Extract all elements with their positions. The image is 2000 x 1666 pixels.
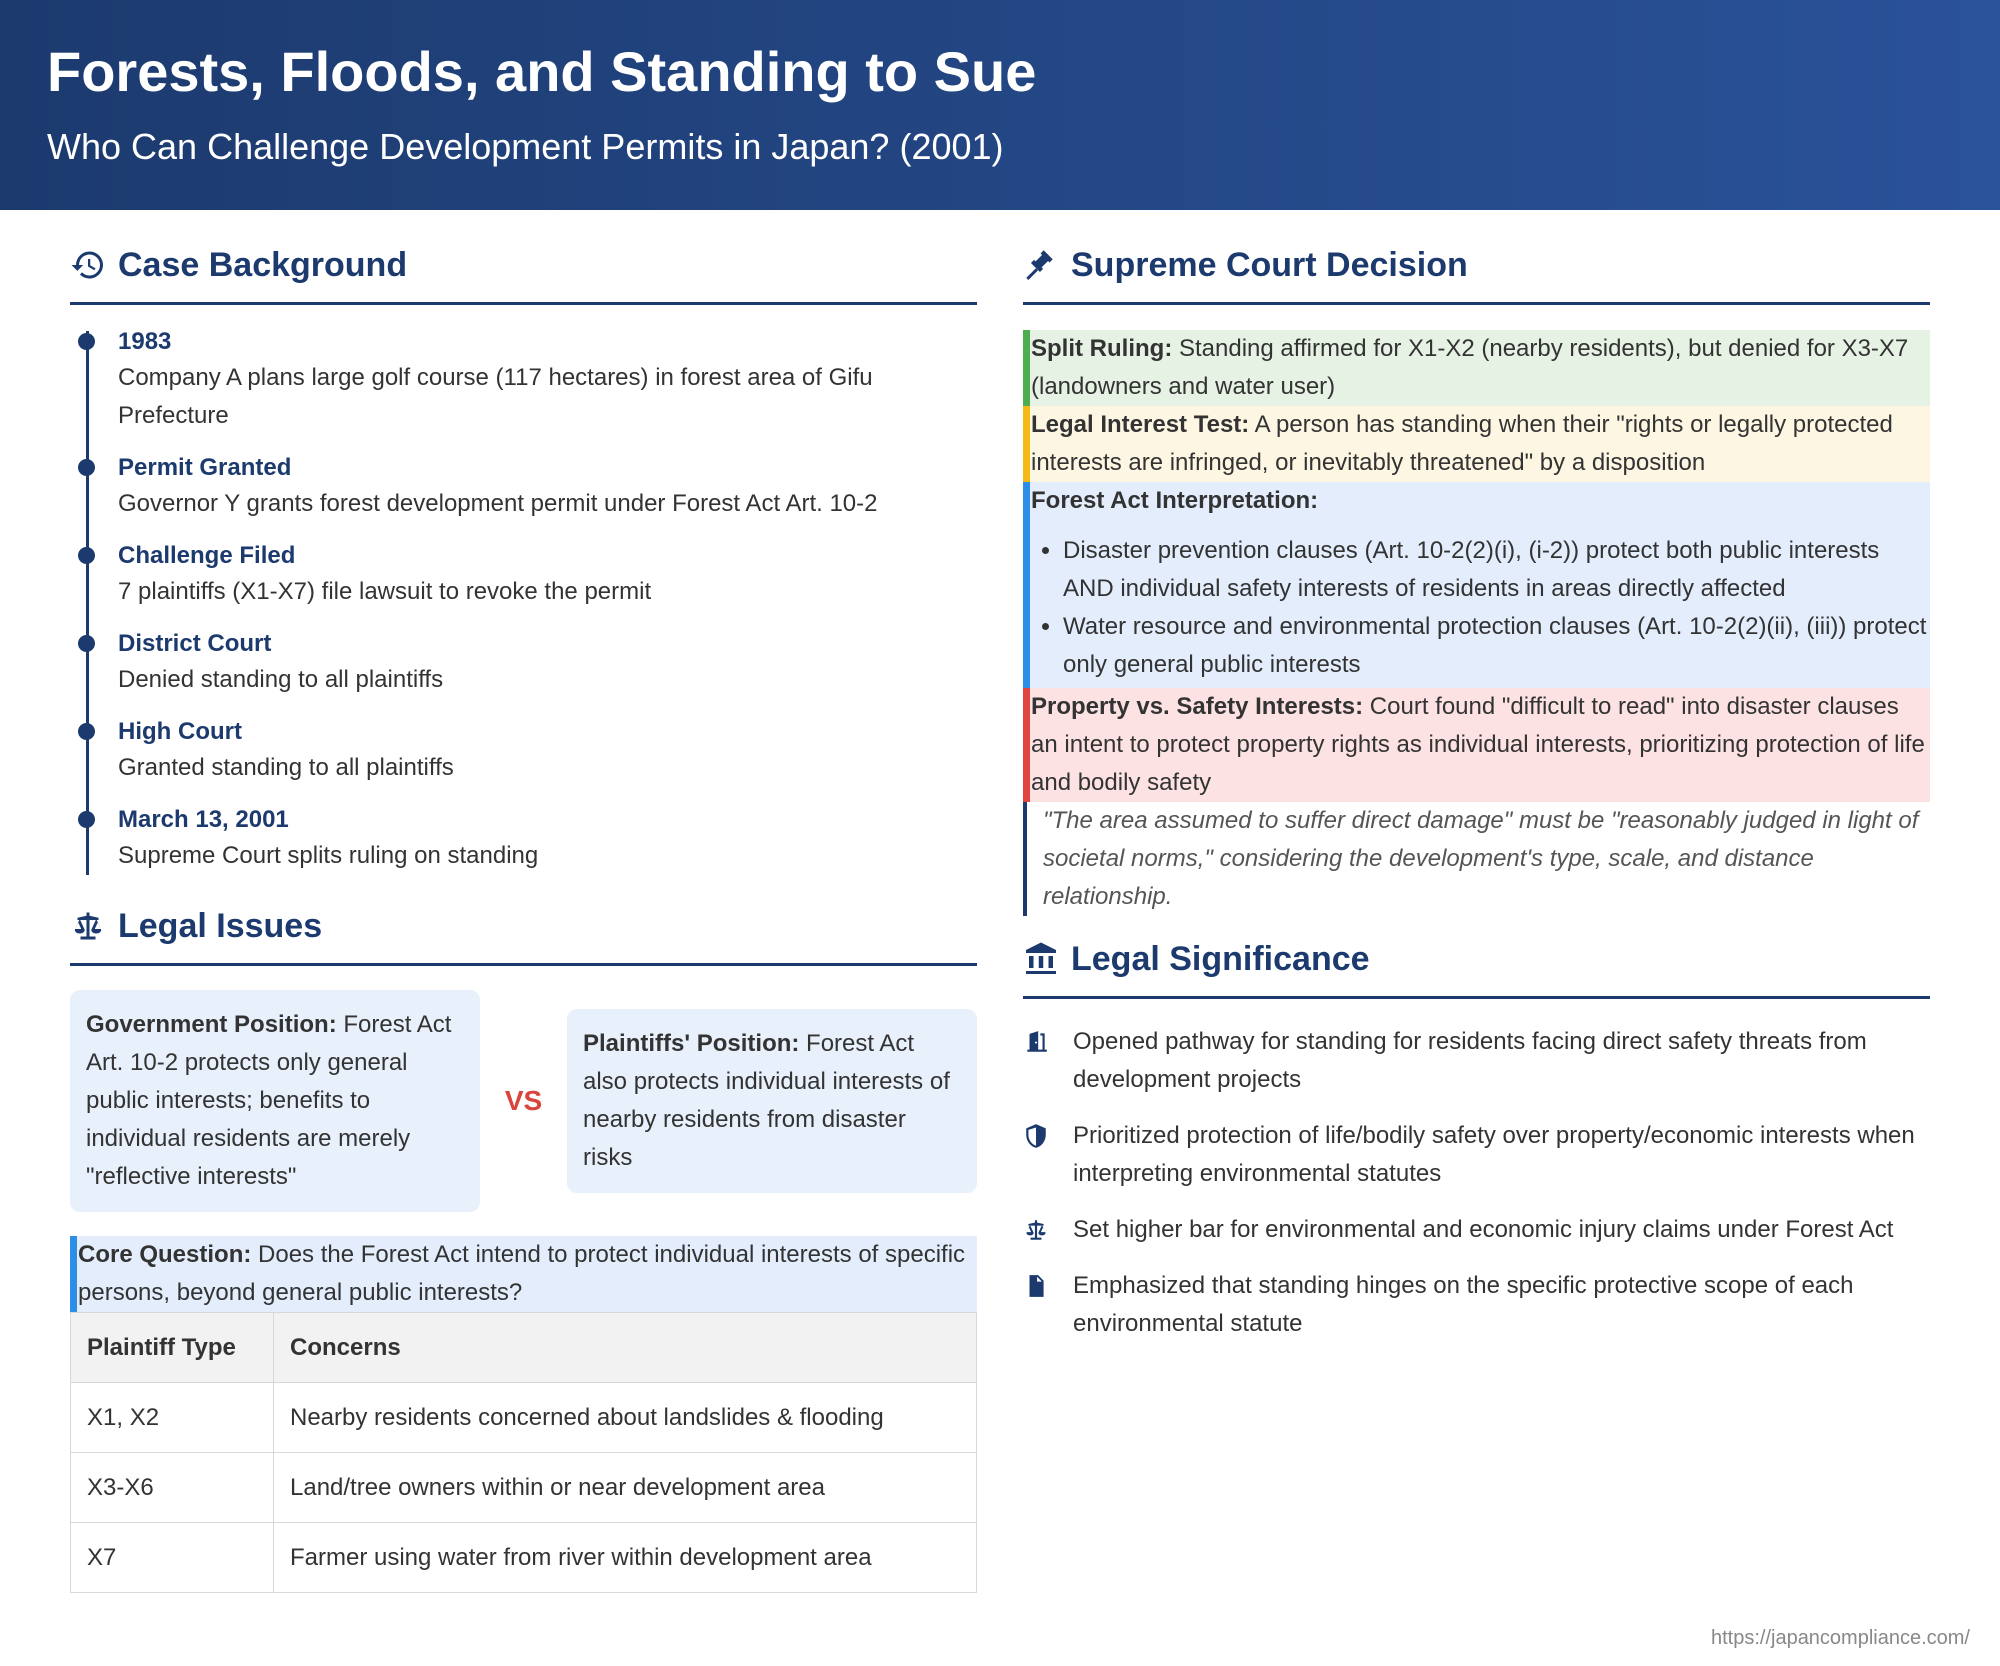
significance-list [1023, 1023, 1930, 1343]
timeline-date: Challenge Filed [118, 542, 296, 569]
timeline-item [118, 539, 977, 611]
legal-issues-heading [70, 901, 977, 966]
gavel-icon [1023, 247, 1059, 283]
table-cell: Nearby residents concerned about landslides & flooding [274, 1383, 977, 1453]
government-position-label: Government Position: [86, 1011, 337, 1038]
split-ruling-label: Split Ruling: [1031, 335, 1173, 362]
table-cell: X1, X2 [71, 1383, 274, 1453]
timeline-text: Company A plans large golf course (117 hectares) in forest area of Gifu Prefecture [118, 364, 873, 429]
timeline-item [118, 451, 977, 523]
plaintiffs-position-label: Plaintiffs' Position: [583, 1030, 800, 1057]
footer-url: https://japancompliance.com/ [1710, 1627, 1970, 1649]
timeline-text: Denied standing to all plaintiffs [118, 666, 444, 693]
timeline-date: 1983 [118, 328, 172, 355]
timeline-date: Permit Granted [118, 454, 292, 481]
split-ruling-text: Standing affirmed for X1-X2 (nearby residents), but denied for X3-X7 (landowners and water user) [1031, 335, 1909, 400]
significance-text: Opened pathway for standing for residents facing direct safety threats from development projects [1073, 1028, 1867, 1093]
timeline-item [118, 627, 977, 699]
case-background-heading [70, 240, 977, 305]
table-cell: Farmer using water from river within development area [274, 1523, 977, 1593]
core-question [70, 1236, 977, 1312]
plaintiff-table [70, 1312, 977, 1593]
legal-issues-title: Legal Issues [118, 906, 323, 945]
positions-comparison [70, 990, 977, 1212]
significance-item [1023, 1267, 1930, 1343]
page-title: Forests, Floods, and Standing to Sue [47, 40, 1037, 103]
legal-interest-test-text: A person has standing when their "rights or legally protected interests are infringed, or inevitably threatened" by a disposition [1031, 411, 1893, 476]
forest-act-list [1063, 532, 1930, 684]
significance-item [1023, 1023, 1930, 1099]
legal-interest-test-block [1023, 406, 1930, 482]
right-column [1023, 240, 1930, 1361]
table-row [71, 1523, 977, 1593]
table-header-cell: Concerns [274, 1313, 977, 1383]
timeline-item [118, 325, 977, 435]
decision-heading [1023, 240, 1930, 305]
timeline-date: High Court [118, 718, 242, 745]
shield-icon [1023, 1123, 1049, 1149]
significance-text: Set higher bar for environmental and economic injury claims under Forest Act [1073, 1216, 1894, 1243]
timeline-text: Granted standing to all plaintiffs [118, 754, 454, 781]
decision-title: Supreme Court Decision [1071, 245, 1468, 284]
plaintiffs-position-text: Forest Act also protects individual interests of nearby residents from disaster risks [583, 1030, 950, 1171]
table-cell: X3-X6 [71, 1453, 274, 1523]
core-question-label: Core Question: [78, 1241, 252, 1268]
timeline-item [118, 715, 977, 787]
table-row [71, 1383, 977, 1453]
forest-act-label: Forest Act Interpretation: [1031, 487, 1319, 514]
list-item: • Water resource and environmental protection clauses (Art. 10-2(2)(ii), (iii)) protect only general public interests [1063, 608, 1930, 684]
table-header-cell: Plaintiff Type [71, 1313, 274, 1383]
government-position-box [70, 990, 480, 1212]
file-contract-icon [1023, 1273, 1049, 1299]
door-open-icon [1023, 1029, 1049, 1055]
landmark-icon [1023, 941, 1059, 977]
timeline-text: 7 plaintiffs (X1-X7) file lawsuit to revoke the permit [118, 578, 652, 605]
timeline-item [118, 803, 977, 875]
government-position-text: Forest Act Art. 10-2 protects only general public interests; benefits to individual residents are merely "reflective interests" [86, 1011, 452, 1190]
history-icon [70, 247, 106, 283]
table-cell: Land/tree owners within or near development area [274, 1453, 977, 1523]
significance-item [1023, 1211, 1930, 1249]
significance-text: Prioritized protection of life/bodily safety over property/economic interests when interpreting environmental statutes [1073, 1122, 1915, 1187]
page-subtitle: Who Can Challenge Development Permits in Japan? (2001) [47, 126, 1004, 167]
property-vs-safety-label: Property vs. Safety Interests: [1031, 693, 1364, 720]
legal-significance-title: Legal Significance [1071, 939, 1370, 978]
plaintiffs-position-box [567, 1009, 977, 1193]
significance-item [1023, 1117, 1930, 1193]
list-item: • Disaster prevention clauses (Art. 10-2(2)(i), (i-2)) protect both public interests AND individual safety interests of residents in areas directly affected [1063, 532, 1930, 608]
split-ruling-block [1023, 330, 1930, 406]
timeline [70, 325, 977, 875]
balance-scale-icon [1023, 1217, 1049, 1243]
forest-act-interpretation-block [1023, 482, 1930, 688]
case-background-title: Case Background [118, 245, 408, 284]
property-vs-safety-block [1023, 688, 1930, 802]
timeline-date: March 13, 2001 [118, 806, 289, 833]
timeline-text: Supreme Court splits ruling on standing [118, 842, 539, 869]
court-quote: "The area assumed to suffer direct damage" must be "reasonably judged in light of societal norms," considering the development's type, scale, and distance relationship. [1023, 802, 1930, 916]
timeline-text: Governor Y grants forest development permit under Forest Act Art. 10-2 [118, 490, 878, 517]
table-header-row [71, 1313, 977, 1383]
left-column [70, 240, 977, 1593]
vs-label: VS [504, 1085, 543, 1116]
balance-scale-icon [70, 908, 106, 944]
property-vs-safety-text: Court found "difficult to read" into disaster clauses an intent to protect property rights as individual interests, prioritizing protection of life and bodily safety [1031, 693, 1925, 796]
table-cell: X7 [71, 1523, 274, 1593]
legal-interest-test-label: Legal Interest Test: [1031, 411, 1250, 438]
timeline-date: District Court [118, 630, 272, 657]
significance-text: Emphasized that standing hinges on the specific protective scope of each environmental statute [1073, 1272, 1854, 1337]
legal-significance-heading [1023, 934, 1930, 999]
page-header [0, 0, 2000, 210]
core-question-text: Does the Forest Act intend to protect individual interests of specific persons, beyond general public interests? [78, 1241, 966, 1306]
table-row [71, 1453, 977, 1523]
